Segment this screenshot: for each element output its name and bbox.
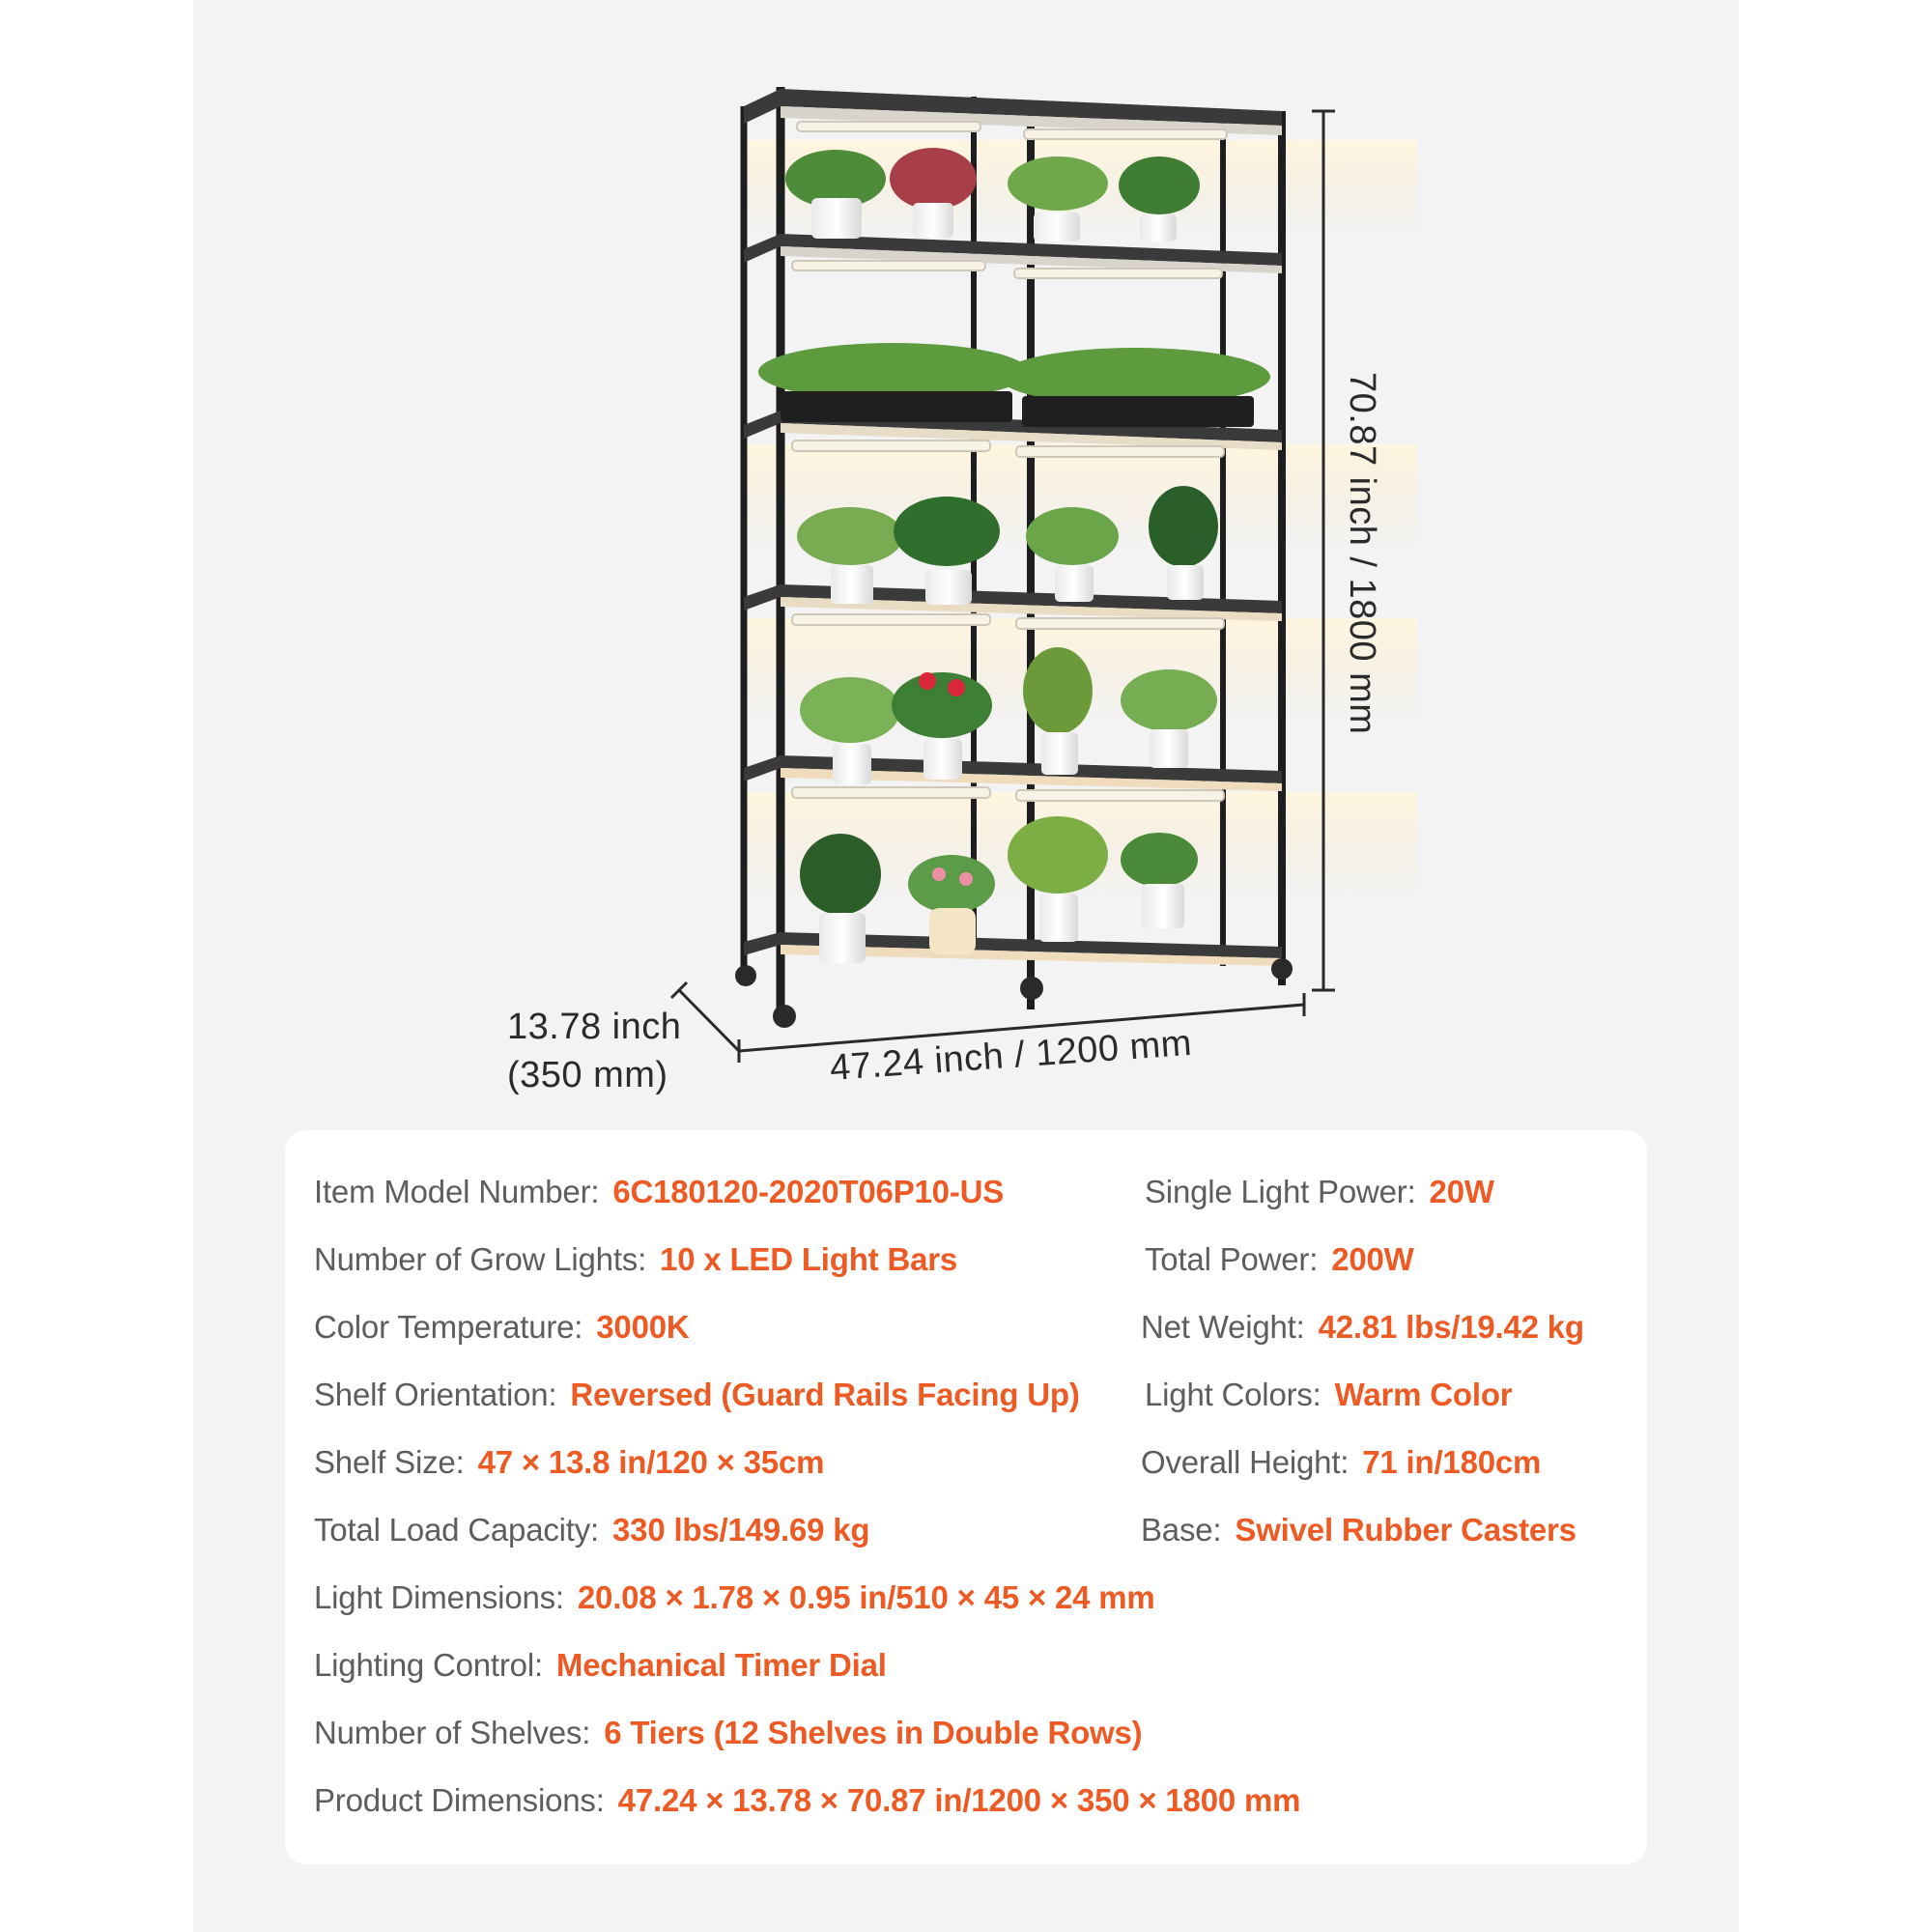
spec-row — [1145, 1376, 1512, 1414]
spec-label: Light Colors: — [1145, 1377, 1321, 1412]
plant-pot — [894, 497, 1000, 605]
product-spec-page — [193, 0, 1739, 1932]
spec-row — [1145, 1240, 1414, 1279]
width-dimension-label: 47.24 inch / 1200 mm — [828, 1022, 1194, 1089]
product-illustration — [193, 0, 1739, 1130]
spec-value: 200W — [1331, 1241, 1414, 1277]
spec-row — [1141, 1511, 1577, 1549]
height-dimension-label: 70.87 inch / 1800 mm — [1342, 372, 1382, 735]
spec-label: Product Dimensions: — [314, 1782, 605, 1818]
spec-row — [1141, 1443, 1541, 1482]
plant-pot — [1121, 669, 1217, 768]
spec-row — [314, 1308, 690, 1347]
spec-label: Total Load Capacity: — [314, 1512, 600, 1548]
spec-label: Number of Shelves: — [314, 1715, 591, 1750]
spec-label: Item Model Number: — [314, 1174, 600, 1209]
spec-value: 47 × 13.8 in/120 × 35cm — [477, 1444, 825, 1480]
spec-row — [314, 1240, 957, 1279]
spec-value: 330 lbs/149.69 kg — [612, 1512, 870, 1548]
spec-row — [314, 1443, 824, 1482]
spec-row — [314, 1781, 1300, 1820]
spec-row — [314, 1578, 1155, 1617]
spec-label: Total Power: — [1145, 1241, 1319, 1277]
plant-pot — [1008, 816, 1108, 942]
shelf-tier-5 — [744, 755, 1282, 791]
spec-row — [1141, 1308, 1584, 1347]
spec-row — [314, 1376, 1080, 1414]
spec-value: 10 x LED Light Bars — [660, 1241, 958, 1277]
seedling-tray — [1000, 348, 1270, 427]
depth-dimension-label: 13.78 inch — [507, 1007, 682, 1047]
plant-pot — [1026, 507, 1119, 602]
spec-value: 42.81 lbs/19.42 kg — [1318, 1309, 1584, 1345]
spec-value: Mechanical Timer Dial — [555, 1647, 887, 1683]
spec-label: Color Temperature: — [314, 1309, 583, 1345]
spec-row — [314, 1714, 1142, 1752]
spec-row — [314, 1173, 1004, 1211]
spec-label: Shelf Size: — [314, 1444, 465, 1480]
spec-value: 20W — [1429, 1174, 1494, 1209]
spec-value: 3000K — [596, 1309, 690, 1345]
spec-label: Single Light Power: — [1145, 1174, 1416, 1209]
spec-value: 6 Tiers (12 Shelves in Double Rows) — [604, 1715, 1143, 1750]
plant-pot — [1149, 486, 1218, 600]
spec-value: Warm Color — [1334, 1377, 1513, 1412]
spec-value: Swivel Rubber Casters — [1235, 1512, 1577, 1548]
spec-label: Number of Grow Lights: — [314, 1241, 647, 1277]
spec-value: Reversed (Guard Rails Facing Up) — [570, 1377, 1080, 1412]
depth-dimension-mm-label: (350 mm) — [507, 1055, 668, 1095]
spec-label: Light Dimensions: — [314, 1579, 564, 1615]
spec-value: 71 in/180cm — [1362, 1444, 1542, 1480]
spec-label: Base: — [1141, 1512, 1222, 1548]
spec-label: Overall Height: — [1141, 1444, 1350, 1480]
casters — [735, 958, 1293, 1028]
spec-label: Lighting Control: — [314, 1647, 543, 1683]
spec-value: 6C180120-2020T06P10-US — [612, 1174, 1005, 1209]
specifications-card — [285, 1130, 1647, 1864]
spec-value: 20.08 × 1.78 × 0.95 in/510 × 45 × 24 mm — [577, 1579, 1155, 1615]
spec-label: Net Weight: — [1141, 1309, 1305, 1345]
seedling-tray — [758, 343, 1029, 422]
spec-value: 47.24 × 13.78 × 70.87 in/1200 × 350 × 1800 mm — [617, 1782, 1301, 1818]
spec-label: Shelf Orientation: — [314, 1377, 557, 1412]
spec-row — [314, 1511, 869, 1549]
spec-row — [1145, 1173, 1494, 1211]
spec-row — [314, 1646, 887, 1685]
